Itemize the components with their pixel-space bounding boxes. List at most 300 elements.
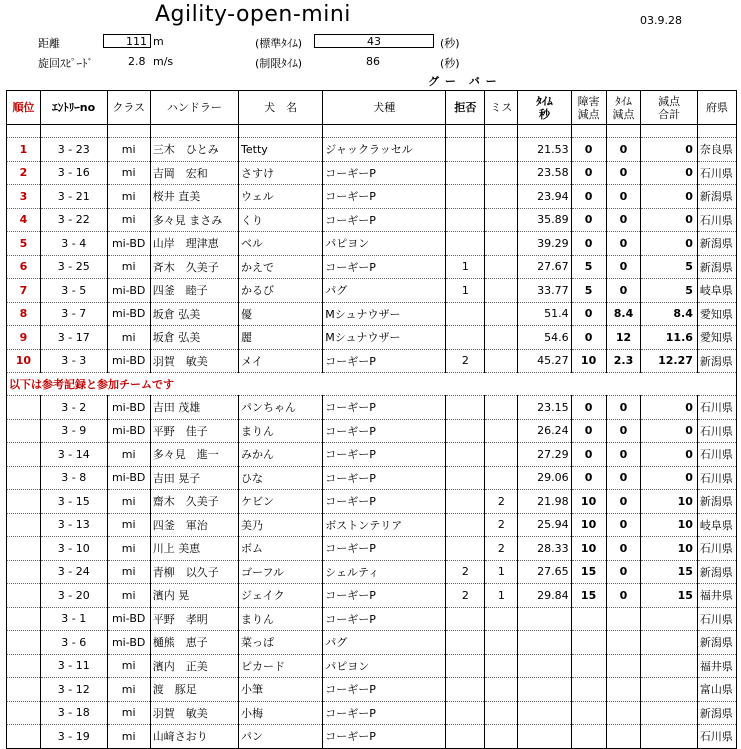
total-penalty-cell: [641, 654, 697, 678]
rank-cell: 3: [7, 185, 41, 209]
table-row: [7, 654, 737, 678]
prefecture-cell: 石川県: [697, 419, 736, 443]
dog-name-cell: ピカード: [239, 654, 323, 678]
refusal-cell: [446, 654, 485, 678]
time-cell: 29.06: [518, 466, 571, 490]
time-cell: 23.15: [518, 396, 571, 420]
handler-cell: 濱内 晃: [150, 584, 238, 608]
dog-name-cell: ベル: [239, 232, 323, 256]
handler-cell: 濱内 正美: [150, 654, 238, 678]
header-rank: 順位: [7, 91, 41, 125]
dog-name-cell: まりん: [239, 607, 323, 631]
header-handler: ハンドラー: [150, 91, 238, 125]
breed-cell: Mシュナウザー: [323, 326, 446, 350]
breed-cell: コーギーP: [323, 208, 446, 232]
prefecture-cell: 奈良県: [697, 138, 736, 162]
handler-cell: 多々見 まさみ: [150, 208, 238, 232]
entry-no-cell: 3 - 18: [40, 701, 107, 725]
handler-cell: 羽賀 敏美: [150, 701, 238, 725]
obstacle-penalty-cell: [571, 725, 606, 749]
prefecture-cell: 石川県: [697, 396, 736, 420]
table-row: [7, 349, 737, 373]
prefecture-cell: 石川県: [697, 725, 736, 749]
header-total: [641, 91, 697, 125]
time-penalty-cell: [606, 725, 641, 749]
class-cell: mi: [107, 537, 150, 561]
breed-cell: コーギーP: [323, 490, 446, 514]
max-time-value: 86: [366, 55, 380, 68]
time-penalty-cell: 8.4: [606, 302, 641, 326]
total-penalty-cell: 0: [641, 185, 697, 209]
total-penalty-cell: [641, 607, 697, 631]
obstacle-penalty-cell: 0: [571, 232, 606, 256]
max-time-unit: (秒): [440, 57, 460, 70]
miss-cell: [485, 255, 518, 279]
miss-cell: [485, 138, 518, 162]
entry-no-cell: 3 - 10: [40, 537, 107, 561]
time-penalty-cell: 0: [606, 185, 641, 209]
handler-cell: 羽賀 敏美: [150, 349, 238, 373]
header-time-top: ﾀｲﾑ: [536, 94, 553, 108]
handler-cell: 坂倉 弘美: [150, 302, 238, 326]
prefecture-cell: 新潟県: [697, 255, 736, 279]
table-row: [7, 396, 737, 420]
refusal-cell: [446, 513, 485, 537]
prefecture-cell: 石川県: [697, 537, 736, 561]
miss-cell: [485, 185, 518, 209]
time-cell: 35.89: [518, 208, 571, 232]
dog-name-cell: パン: [239, 725, 323, 749]
obstacle-penalty-cell: 10: [571, 490, 606, 514]
breed-cell: コーギーP: [323, 584, 446, 608]
prefecture-cell: 愛知県: [697, 326, 736, 350]
prefecture-cell: 新潟県: [697, 349, 736, 373]
refusal-cell: [446, 607, 485, 631]
refusal-cell: [446, 466, 485, 490]
breed-cell: コーギーP: [323, 396, 446, 420]
header-obstacle: [571, 91, 606, 125]
time-cell: 21.98: [518, 490, 571, 514]
header-timepen-top: ﾀｲﾑ: [615, 94, 632, 108]
dog-name-cell: さすけ: [239, 161, 323, 185]
table-row: [7, 302, 737, 326]
rank-cell: 8: [7, 302, 41, 326]
dog-name-cell: 小梅: [239, 701, 323, 725]
dog-name-cell: 美乃: [239, 513, 323, 537]
refusal-cell: [446, 678, 485, 702]
time-cell: [518, 701, 571, 725]
time-penalty-cell: [606, 607, 641, 631]
obstacle-penalty-cell: 0: [571, 466, 606, 490]
breed-cell: コーギーP: [323, 701, 446, 725]
breed-cell: コーギーP: [323, 443, 446, 467]
miss-cell: [485, 607, 518, 631]
prefecture-cell: 石川県: [697, 161, 736, 185]
rank-cell: [7, 513, 41, 537]
header-obstacle-top: 障害: [577, 94, 600, 108]
header-class: クラス: [107, 91, 150, 125]
handler-cell: 四釜 軍治: [150, 513, 238, 537]
prefecture-cell: 新潟県: [697, 560, 736, 584]
miss-cell: [485, 654, 518, 678]
class-cell: mi: [107, 701, 150, 725]
rank-cell: [7, 678, 41, 702]
handler-cell: 川上 美恵: [150, 537, 238, 561]
class-cell: mi-BD: [107, 631, 150, 655]
entry-no-cell: 3 - 14: [40, 443, 107, 467]
rank-cell: [7, 560, 41, 584]
time-cell: [518, 678, 571, 702]
time-penalty-cell: 0: [606, 537, 641, 561]
obstacle-penalty-cell: 0: [571, 185, 606, 209]
refusal-cell: [446, 161, 485, 185]
entry-no-cell: 3 - 12: [40, 678, 107, 702]
distance-label: 距離: [38, 37, 60, 50]
handler-cell: 坂倉 弘美: [150, 326, 238, 350]
time-penalty-cell: 0: [606, 208, 641, 232]
time-cell: [518, 607, 571, 631]
header-dog: 犬 名: [239, 91, 323, 125]
class-cell: mi: [107, 443, 150, 467]
time-penalty-cell: 0: [606, 419, 641, 443]
prefecture-cell: 石川県: [697, 208, 736, 232]
miss-cell: [485, 725, 518, 749]
rank-cell: [7, 725, 41, 749]
time-cell: 29.84: [518, 584, 571, 608]
reference-section-row: [7, 373, 737, 396]
prefecture-cell: 岐阜県: [697, 513, 736, 537]
rank-cell: 7: [7, 279, 41, 303]
rank-cell: 4: [7, 208, 41, 232]
total-penalty-cell: [641, 701, 697, 725]
obstacle-penalty-cell: 5: [571, 279, 606, 303]
miss-cell: [485, 466, 518, 490]
time-penalty-cell: 0: [606, 255, 641, 279]
distance-value: 111: [103, 34, 151, 48]
max-time-label: (制限ﾀｲﾑ): [255, 57, 303, 70]
miss-cell: [485, 161, 518, 185]
entry-no-cell: 3 - 6: [40, 631, 107, 655]
table-row: [7, 537, 737, 561]
time-penalty-cell: [606, 701, 641, 725]
rank-cell: [7, 537, 41, 561]
miss-cell: [485, 678, 518, 702]
handler-cell: 吉田 茂雄: [150, 396, 238, 420]
dog-name-cell: 小筆: [239, 678, 323, 702]
class-cell: mi-BD: [107, 302, 150, 326]
miss-cell: [485, 396, 518, 420]
refusal-cell: [446, 725, 485, 749]
rank-cell: 9: [7, 326, 41, 350]
class-cell: mi-BD: [107, 232, 150, 256]
table-row: [7, 678, 737, 702]
refusal-cell: [446, 208, 485, 232]
handler-cell: 山﨑さおり: [150, 725, 238, 749]
time-cell: [518, 725, 571, 749]
prefecture-cell: 石川県: [697, 466, 736, 490]
time-cell: 27.29: [518, 443, 571, 467]
dog-name-cell: ボム: [239, 537, 323, 561]
speed-unit: m/s: [153, 55, 174, 68]
table-row: [7, 631, 737, 655]
miss-cell: [485, 443, 518, 467]
event-date: 03.9.28: [640, 14, 682, 27]
refusal-cell: [446, 490, 485, 514]
entry-no-cell: 3 - 9: [40, 419, 107, 443]
handler-cell: 樋熊 恵子: [150, 631, 238, 655]
entry-no-cell: 3 - 11: [40, 654, 107, 678]
refusal-cell: [446, 302, 485, 326]
entry-no-cell: 3 - 8: [40, 466, 107, 490]
rank-cell: 2: [7, 161, 41, 185]
class-cell: mi-BD: [107, 279, 150, 303]
dog-name-cell: Tetty: [239, 138, 323, 162]
breed-cell: ジャックラッセル: [323, 138, 446, 162]
reference-section-label: 以下は参考記録と参加チームです: [7, 373, 737, 396]
dog-name-cell: 麗: [239, 326, 323, 350]
class-cell: mi: [107, 725, 150, 749]
refusal-cell: [446, 232, 485, 256]
total-penalty-cell: 0: [641, 208, 697, 232]
handler-cell: 齋木 久美子: [150, 490, 238, 514]
header-refusal: 拒否: [446, 91, 485, 125]
obstacle-penalty-cell: 10: [571, 537, 606, 561]
time-cell: 33.77: [518, 279, 571, 303]
class-cell: mi-BD: [107, 396, 150, 420]
obstacle-penalty-cell: 5: [571, 255, 606, 279]
time-cell: 27.65: [518, 560, 571, 584]
handler-cell: 三木 ひとみ: [150, 138, 238, 162]
handler-cell: 吉岡 宏和: [150, 161, 238, 185]
time-cell: 21.53: [518, 138, 571, 162]
breed-cell: コーギーP: [323, 466, 446, 490]
breed-cell: コーギーP: [323, 255, 446, 279]
class-cell: mi: [107, 138, 150, 162]
group-label: グ ー バ ー: [428, 75, 498, 88]
table-row: [7, 466, 737, 490]
class-cell: mi: [107, 490, 150, 514]
entry-no-cell: 3 - 1: [40, 607, 107, 631]
obstacle-penalty-cell: [571, 654, 606, 678]
time-penalty-cell: 0: [606, 138, 641, 162]
time-penalty-cell: 0: [606, 232, 641, 256]
table-row: [7, 725, 737, 749]
time-cell: 27.67: [518, 255, 571, 279]
entry-no-cell: 3 - 7: [40, 302, 107, 326]
handler-cell: 山岸 理津恵: [150, 232, 238, 256]
entry-no-cell: 3 - 13: [40, 513, 107, 537]
total-penalty-cell: [641, 631, 697, 655]
time-penalty-cell: 0: [606, 584, 641, 608]
entry-no-cell: 3 - 16: [40, 161, 107, 185]
dog-name-cell: かえで: [239, 255, 323, 279]
class-cell: mi: [107, 678, 150, 702]
table-row: [7, 232, 737, 256]
header-row: [7, 91, 737, 125]
time-penalty-cell: 0: [606, 279, 641, 303]
rank-cell: [7, 443, 41, 467]
entry-no-cell: 3 - 3: [40, 349, 107, 373]
dog-name-cell: くり: [239, 208, 323, 232]
obstacle-penalty-cell: 15: [571, 560, 606, 584]
std-time-label: (標準ﾀｲﾑ): [255, 37, 303, 50]
time-penalty-cell: 0: [606, 560, 641, 584]
header-timepen: [606, 91, 641, 125]
class-cell: mi: [107, 255, 150, 279]
std-time-unit: (秒): [440, 37, 460, 50]
miss-cell: [485, 419, 518, 443]
miss-cell: [485, 208, 518, 232]
time-penalty-cell: [606, 678, 641, 702]
time-penalty-cell: [606, 631, 641, 655]
prefecture-cell: 富山県: [697, 678, 736, 702]
total-penalty-cell: 12.27: [641, 349, 697, 373]
obstacle-penalty-cell: 10: [571, 513, 606, 537]
total-penalty-cell: 11.6: [641, 326, 697, 350]
handler-cell: 斉木 久美子: [150, 255, 238, 279]
miss-cell: [485, 302, 518, 326]
obstacle-penalty-cell: 0: [571, 302, 606, 326]
miss-cell: 2: [485, 537, 518, 561]
total-penalty-cell: 15: [641, 560, 697, 584]
time-penalty-cell: 0: [606, 466, 641, 490]
dog-name-cell: まりん: [239, 419, 323, 443]
prefecture-cell: 石川県: [697, 607, 736, 631]
handler-cell: 平野 佳子: [150, 419, 238, 443]
dog-name-cell: ジェイク: [239, 584, 323, 608]
table-row: [7, 443, 737, 467]
rank-cell: 10: [7, 349, 41, 373]
dog-name-cell: メイ: [239, 349, 323, 373]
refusal-cell: [446, 419, 485, 443]
rank-cell: [7, 490, 41, 514]
breed-cell: コーギーP: [323, 161, 446, 185]
total-penalty-cell: 0: [641, 443, 697, 467]
miss-cell: [485, 349, 518, 373]
breed-cell: パピヨン: [323, 232, 446, 256]
obstacle-penalty-cell: [571, 631, 606, 655]
obstacle-penalty-cell: [571, 678, 606, 702]
obstacle-penalty-cell: 0: [571, 138, 606, 162]
rank-cell: [7, 654, 41, 678]
handler-cell: 渡 豚足: [150, 678, 238, 702]
rank-cell: 6: [7, 255, 41, 279]
time-penalty-cell: 0: [606, 443, 641, 467]
header-time-bottom: 秒: [538, 107, 550, 121]
breed-cell: Mシュナウザー: [323, 302, 446, 326]
time-penalty-cell: 2.3: [606, 349, 641, 373]
class-cell: mi: [107, 654, 150, 678]
time-cell: 54.6: [518, 326, 571, 350]
refusal-cell: [446, 537, 485, 561]
table-row: [7, 185, 737, 209]
prefecture-cell: 福井県: [697, 584, 736, 608]
handler-cell: 多々見 進一: [150, 443, 238, 467]
prefecture-cell: 新潟県: [697, 232, 736, 256]
refusal-cell: [446, 396, 485, 420]
breed-cell: コーギーP: [323, 185, 446, 209]
miss-cell: 2: [485, 490, 518, 514]
table-row: [7, 208, 737, 232]
distance-unit: m: [153, 35, 164, 48]
prefecture-cell: 新潟県: [697, 701, 736, 725]
refusal-cell: 2: [446, 584, 485, 608]
miss-cell: 2: [485, 513, 518, 537]
class-cell: mi-BD: [107, 607, 150, 631]
total-penalty-cell: 0: [641, 396, 697, 420]
class-cell: mi-BD: [107, 349, 150, 373]
header-breed: 犬種: [323, 91, 446, 125]
total-penalty-cell: 0: [641, 138, 697, 162]
refusal-cell: [446, 326, 485, 350]
breed-cell: シェルティ: [323, 560, 446, 584]
entry-no-cell: 3 - 5: [40, 279, 107, 303]
entry-no-cell: 3 - 17: [40, 326, 107, 350]
header-total-bottom: 合計: [658, 107, 681, 121]
total-penalty-cell: 0: [641, 161, 697, 185]
dog-name-cell: かるび: [239, 279, 323, 303]
rank-cell: [7, 701, 41, 725]
table-row: [7, 161, 737, 185]
time-cell: 23.58: [518, 161, 571, 185]
prefecture-cell: 石川県: [697, 443, 736, 467]
header-total-top: 減点: [658, 94, 681, 108]
page-title: Agility-open-mini: [155, 2, 351, 27]
handler-cell: 平野 孝明: [150, 607, 238, 631]
dog-name-cell: ひな: [239, 466, 323, 490]
class-cell: mi: [107, 161, 150, 185]
table-row: [7, 419, 737, 443]
breed-cell: コーギーP: [323, 419, 446, 443]
time-penalty-cell: 0: [606, 161, 641, 185]
entry-no-cell: 3 - 20: [40, 584, 107, 608]
header-miss: ミス: [485, 91, 518, 125]
header-pref: 府県: [697, 91, 736, 125]
time-penalty-cell: 0: [606, 490, 641, 514]
obstacle-penalty-cell: 0: [571, 161, 606, 185]
spacer-row: [7, 125, 737, 138]
total-penalty-cell: [641, 725, 697, 749]
obstacle-penalty-cell: 15: [571, 584, 606, 608]
breed-cell: パピヨン: [323, 654, 446, 678]
miss-cell: 1: [485, 584, 518, 608]
total-penalty-cell: 0: [641, 232, 697, 256]
miss-cell: 1: [485, 560, 518, 584]
obstacle-penalty-cell: 0: [571, 208, 606, 232]
refusal-cell: 2: [446, 560, 485, 584]
prefecture-cell: 愛知県: [697, 302, 736, 326]
prefecture-cell: 岐阜県: [697, 279, 736, 303]
miss-cell: [485, 701, 518, 725]
total-penalty-cell: 8.4: [641, 302, 697, 326]
obstacle-penalty-cell: 0: [571, 396, 606, 420]
results-table: [6, 90, 737, 749]
header-obstacle-bottom: 減点: [577, 107, 600, 121]
rank-cell: [7, 396, 41, 420]
rank-cell: [7, 631, 41, 655]
obstacle-penalty-cell: 10: [571, 349, 606, 373]
table-row: [7, 326, 737, 350]
refusal-cell: 1: [446, 279, 485, 303]
speed-label: 旋回ｽﾋﾟｰﾄﾞ: [38, 57, 93, 70]
header-entry: ｴﾝﾄﾘｰno: [40, 91, 107, 125]
header-time: [518, 91, 571, 125]
obstacle-penalty-cell: 0: [571, 419, 606, 443]
total-penalty-cell: 5: [641, 279, 697, 303]
time-cell: 23.94: [518, 185, 571, 209]
table-row: [7, 513, 737, 537]
entry-no-cell: 3 - 4: [40, 232, 107, 256]
